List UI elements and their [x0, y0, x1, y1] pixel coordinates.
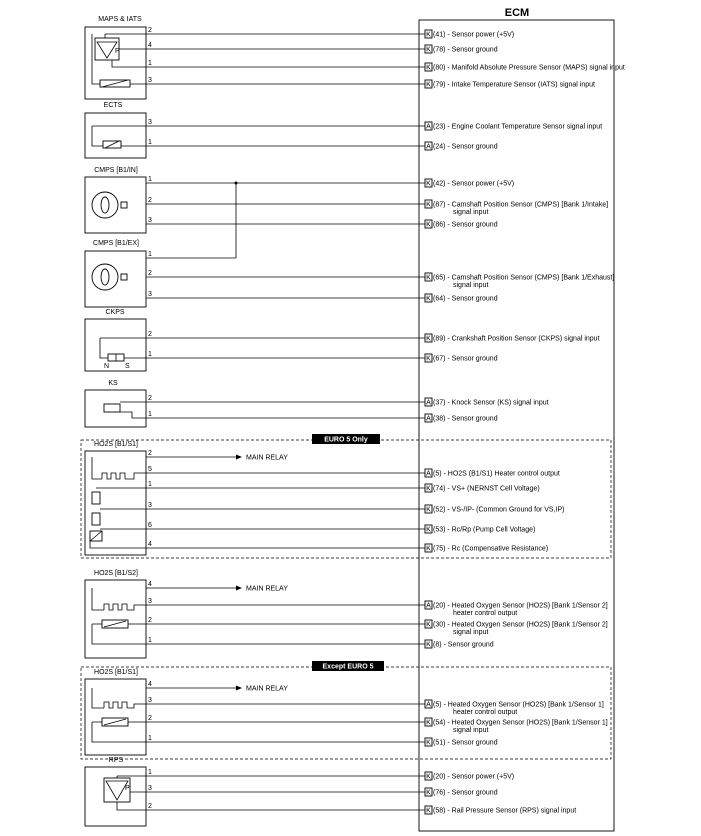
cmps_in-terminal-connector-id: K: [426, 221, 431, 229]
ckps-pin-2: 2: [148, 331, 152, 338]
ho2s_e5-terminal-desc: (74) - VS+ (NERNST Cell Voltage): [433, 485, 540, 493]
ho2s_s2-pin-4: 4: [148, 581, 152, 588]
maps-pin-3: 3: [148, 77, 152, 84]
ho2s_s2-connector: [85, 580, 146, 658]
cmps_in-pin-3: 3: [148, 217, 152, 224]
cmps_ex-pin-3: 3: [148, 291, 152, 298]
ects-terminal-desc: (24) - Sensor ground: [433, 143, 498, 151]
ho2s_s1-pin-1: 1: [148, 735, 152, 742]
ho2s_e5-name: HO2S [B1/S1]: [94, 441, 138, 448]
ho2s_s1-pin-3: 3: [148, 697, 152, 704]
ho2s_e5-terminal-connector-id: K: [426, 485, 431, 493]
rps-terminal-desc: (58) - Rail Pressure Sensor (RPS) signal input: [433, 807, 577, 815]
cmps_ex-terminal-desc-cont: signal input: [453, 282, 489, 289]
ho2s_s2-terminal-desc: (30) - Heated Oxygen Sensor (HO2S) [Bank 1/Sensor 2]: [433, 621, 608, 629]
ects-terminal-connector-id: A: [426, 143, 431, 151]
ho2s_s1-connector: [85, 679, 146, 755]
cell-icon: [92, 513, 100, 525]
cmps_ex-pin-1: 1: [148, 251, 152, 258]
ho2s_s2-terminal-connector-id: A: [426, 602, 431, 610]
splice-point: [235, 182, 238, 185]
maps-pin-2: 2: [148, 27, 152, 34]
maps-terminal-connector-id: K: [426, 31, 431, 39]
cmps-in-chip-icon: [121, 202, 127, 208]
ects-terminal-connector-id: A: [426, 123, 431, 131]
cmps-ex-hall-icon: [101, 269, 109, 285]
ects-name: ECTS: [103, 102, 123, 109]
ho2s_e5-terminal-connector-id: A: [426, 470, 431, 478]
ckps-connector: [85, 319, 146, 371]
maps-terminal-connector-id: K: [426, 46, 431, 54]
cmps-in-hall-icon: [101, 197, 109, 213]
cmps_ex-terminal-connector-id: K: [426, 295, 431, 303]
maps-pin-1: 1: [148, 60, 152, 67]
ecm-title: ECM: [504, 7, 530, 19]
ho2s_s1-terminal-connector-id: K: [426, 739, 431, 747]
ho2s_s2-pin-3: 3: [148, 598, 152, 605]
rps-pin-3: 3: [148, 785, 152, 792]
ho2s_s2-terminal-desc-cont: heater control output: [453, 610, 518, 617]
ks-terminal-desc: (37) - Knock Sensor (KS) signal input: [433, 399, 549, 407]
cmps_in-terminal-connector-id: K: [426, 180, 431, 188]
ho2s_e5-terminal-desc: (52) - VS-/IP- (Common Ground for VS,IP): [433, 506, 565, 514]
cmps_ex-terminal-connector-id: K: [426, 274, 431, 282]
ho2s_s1-terminal-desc-cont: signal input: [453, 727, 489, 734]
ho2s_s1-terminal-desc-cont: heater control output: [453, 709, 518, 716]
cmps_ex-pin-2: 2: [148, 270, 152, 277]
ects-terminal-desc: (23) - Engine Coolant Temperature Sensor signal input: [433, 123, 603, 131]
ho2s_s1-pin-2: 2: [148, 715, 152, 722]
ckps-terminal-desc: (89) - Crankshaft Position Sensor (CKPS) signal input: [433, 335, 600, 343]
piezo-icon: [104, 404, 120, 412]
rps-terminal-connector-id: K: [426, 773, 431, 781]
ckps-terminal-connector-id: K: [426, 335, 431, 343]
ho2s_s2-name: HO2S [B1/S2]: [94, 570, 138, 577]
arrow-icon: [236, 686, 242, 691]
pole-s-label: S: [125, 363, 130, 370]
rps-pin-1: 1: [148, 769, 152, 776]
ho2s_s1-pin-4: 4: [148, 681, 152, 688]
ckps-terminal-connector-id: K: [426, 355, 431, 363]
rps-pin-2: 2: [148, 803, 152, 810]
group-except-euro5-label: Except EURO 5: [322, 663, 374, 671]
rps-terminal-connector-id: K: [426, 789, 431, 797]
cmps_ex-name: CMPS [B1/EX]: [93, 240, 139, 247]
ho2s_s2-terminal-desc-cont: signal input: [453, 629, 489, 636]
maps-terminal-desc: (78) - Sensor ground: [433, 46, 498, 54]
ects-pin-1: 1: [148, 139, 152, 146]
cell-icon: [92, 492, 100, 504]
maps-terminal-desc: (79) - Intake Temperature Sensor (IATS) signal input: [433, 81, 595, 89]
ks-pin-2: 2: [148, 395, 152, 402]
main-relay-label: MAIN RELAY: [246, 685, 288, 693]
maps-name: MAPS & IATS: [98, 16, 142, 23]
cmps_in-terminal-desc: (42) - Sensor power (+5V): [433, 180, 515, 188]
maps-terminal-connector-id: K: [426, 64, 431, 72]
maps-terminal-connector-id: K: [426, 81, 431, 89]
rps-terminal-connector-id: K: [426, 807, 431, 815]
ho2s_s1-name: HO2S [B1/S1]: [94, 669, 138, 676]
ho2s_e5-terminal-desc: (75) - Rc (Compensative Resistance): [433, 545, 549, 553]
ks-pin-1: 1: [148, 411, 152, 418]
ho2s_s2-terminal-desc: (20) - Heated Oxygen Sensor (HO2S) [Bank 1/Sensor 2]: [433, 602, 608, 610]
rps-name: RPS: [108, 757, 124, 764]
ho2s_s1-terminal-connector-id: K: [426, 719, 431, 727]
main-relay-label: MAIN RELAY: [246, 454, 288, 462]
ckps-terminal-desc: (67) - Sensor ground: [433, 355, 498, 363]
ho2s_e5-pin-6: 6: [148, 522, 152, 529]
ho2s_e5-pin-5: 5: [148, 466, 152, 473]
ho2s_e5-pin-1: 1: [148, 481, 152, 488]
maps-pin-4: 4: [148, 42, 152, 49]
cmps_ex-terminal-desc: (65) - Camshaft Position Sensor (CMPS) [Bank 1/Exhaust]: [433, 274, 615, 282]
ho2s_s1-terminal-connector-id: A: [426, 701, 431, 709]
ho2s_s1-terminal-desc: (54) - Heated Oxygen Sensor (HO2S) [Bank 1/Sensor 1]: [433, 719, 608, 727]
cmps_in-name: CMPS [B1/IN]: [94, 167, 138, 174]
cmps-ex-chip-icon: [121, 274, 127, 280]
arrow-icon: [236, 586, 242, 591]
cmps_in-terminal-connector-id: K: [426, 201, 431, 209]
ks-terminal-desc: (38) - Sensor ground: [433, 415, 498, 423]
ckps-pin-1: 1: [148, 351, 152, 358]
cmps_in-terminal-desc-cont: signal input: [453, 209, 489, 216]
arrow-icon: [236, 455, 242, 460]
ho2s_s2-terminal-desc: (8) - Sensor ground: [433, 641, 494, 649]
ckps-name: CKPS: [105, 309, 125, 316]
pole-n-label: N: [104, 363, 110, 370]
ho2s_e5-terminal-desc: (5) - HO2S (B1/S1) Heater control output: [433, 470, 560, 478]
ho2s_e5-pin-4: 4: [148, 541, 152, 548]
ho2s_s1-terminal-desc: (5) - Heated Oxygen Sensor (HO2S) [Bank 1/Sensor 1]: [433, 701, 604, 709]
ho2s_s2-pin-1: 1: [148, 637, 152, 644]
ks-terminal-connector-id: A: [426, 399, 431, 407]
maps-terminal-desc: (80) - Manifold Absolute Pressure Sensor (MAPS) signal input: [433, 64, 625, 72]
ects-connector: [85, 113, 146, 158]
ho2s_e5-pin-3: 3: [148, 502, 152, 509]
ks-name: KS: [108, 380, 118, 387]
ho2s_e5-terminal-connector-id: K: [426, 526, 431, 534]
cmps_in-pin-1: 1: [148, 176, 152, 183]
rps-terminal-desc: (20) - Sensor power (+5V): [433, 773, 515, 781]
main-relay-label: MAIN RELAY: [246, 585, 288, 593]
ects-pin-3: 3: [148, 119, 152, 126]
ho2s_s1-terminal-desc: (51) - Sensor ground: [433, 739, 498, 747]
ks-terminal-connector-id: A: [426, 415, 431, 423]
ho2s_s2-terminal-connector-id: K: [426, 621, 431, 629]
pressure-symbol: P: [115, 48, 120, 55]
maps-terminal-desc: (41) - Sensor power (+5V): [433, 31, 515, 39]
cmps_in-terminal-desc: (87) - Camshaft Position Sensor (CMPS) [Bank 1/Intake]: [433, 201, 609, 209]
ho2s_s2-pin-2: 2: [148, 617, 152, 624]
cmps_in-pin-2: 2: [148, 197, 152, 204]
ho2s_e5-terminal-connector-id: K: [426, 506, 431, 514]
ho2s_e5-terminal-connector-id: K: [426, 545, 431, 553]
cmps_in-terminal-desc: (86) - Sensor ground: [433, 221, 498, 229]
ho2s_e5-pin-2: 2: [148, 450, 152, 457]
ho2s_s2-terminal-connector-id: K: [426, 641, 431, 649]
group-euro5-label: EURO 5 Only: [324, 436, 368, 444]
cmps_ex-terminal-desc: (64) - Sensor ground: [433, 295, 498, 303]
pressure-symbol: P: [125, 785, 130, 792]
rps-terminal-desc: (76) - Sensor ground: [433, 789, 498, 797]
ho2s_e5-terminal-desc: (53) - Rc/Rp (Pump Cell Voltage): [433, 526, 536, 534]
